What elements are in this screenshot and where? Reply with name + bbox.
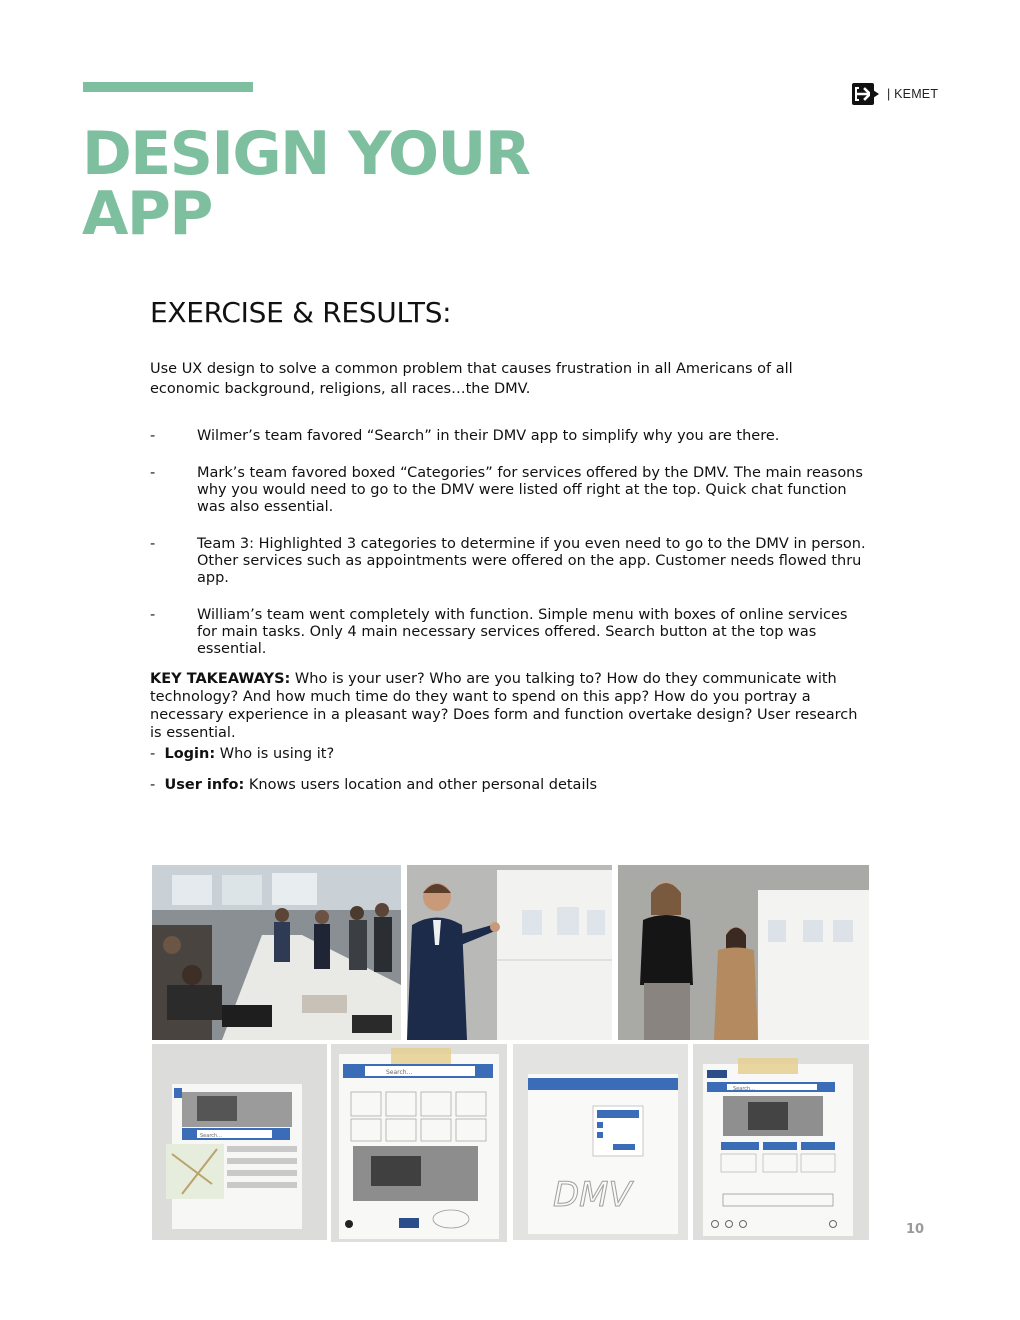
sketch3-dmv-text: DMV bbox=[553, 1175, 632, 1215]
user-info-label: User info: bbox=[164, 777, 245, 793]
list-item-text: Mark’s team favored boxed “Categories” for services offered by the DMV. The main reasons why you would need to go to the DMV were listed off right at the top. Quick chat function was also essential. bbox=[197, 465, 863, 515]
login-note bbox=[150, 745, 870, 763]
key-takeaways-text: Who is your user? Who are you talking to? How do they communicate with technology? And how much time do they want to spend on this app? How do you portray a necessary experience in a pleasant way? Does form and function overtake design? User research is essential. bbox=[150, 671, 858, 741]
page-title-line2: APP bbox=[82, 179, 212, 249]
bullet-marker: - bbox=[150, 607, 156, 623]
photo-sketch-categories bbox=[331, 1044, 507, 1242]
photo-sketch-map bbox=[152, 1044, 327, 1240]
bullet-marker: - bbox=[150, 746, 156, 762]
user-info-note bbox=[150, 776, 870, 794]
sketch2-search-text: Search... bbox=[386, 1069, 413, 1076]
user-info-text: Knows users location and other personal details bbox=[244, 777, 598, 793]
photo-meeting-room bbox=[152, 865, 401, 1040]
key-takeaways bbox=[150, 670, 870, 742]
sketch4-search-text: Search... bbox=[733, 1086, 755, 1092]
photo-sketch-dmv bbox=[513, 1044, 688, 1240]
login-text: Who is using it? bbox=[215, 746, 335, 762]
bullet-marker: - bbox=[150, 536, 156, 552]
brand bbox=[851, 82, 938, 106]
key-takeaways-label: KEY TAKEAWAYS: bbox=[150, 671, 291, 687]
page-title bbox=[82, 119, 530, 249]
page-title-line1: DESIGN YOUR bbox=[82, 119, 530, 189]
page-number: 10 bbox=[906, 1222, 925, 1237]
section-heading: EXERCISE & RESULTS: bbox=[150, 296, 452, 329]
photo-sketch-services bbox=[693, 1044, 869, 1240]
brand-name: | KEMET bbox=[887, 87, 939, 101]
login-label: Login: bbox=[164, 746, 216, 762]
intro-paragraph: Use UX design to solve a common problem that causes frustration in all Americans of all economic background, religions, all races…the DMV. bbox=[150, 361, 793, 397]
list-item-text: Wilmer’s team favored “Search” in their DMV app to simplify why you are there. bbox=[197, 428, 780, 444]
list-item bbox=[150, 536, 870, 587]
bullet-marker: - bbox=[150, 428, 156, 444]
photo-presenter bbox=[407, 865, 612, 1040]
list-item bbox=[150, 465, 870, 516]
sketch1-search-text: Search... bbox=[200, 1133, 222, 1139]
results-list bbox=[150, 428, 870, 678]
accent-bar bbox=[83, 82, 253, 92]
bullet-marker: - bbox=[150, 777, 156, 793]
list-item-text: Team 3: Highlighted 3 categories to determine if you even need to go to the DMV in person. Other services such as appointments were offered on the app. Customer needs flowed thru app. bbox=[197, 536, 866, 586]
list-item bbox=[150, 428, 870, 445]
photo-two-presenters bbox=[618, 865, 869, 1040]
list-item-text: William’s team went completely with function. Simple menu with boxes of online services for main tasks. Only 4 main necessary services offered. Search button at the top was essential. bbox=[197, 607, 848, 657]
kemet-logo-icon bbox=[851, 82, 881, 106]
bullet-marker: - bbox=[150, 465, 156, 481]
list-item bbox=[150, 607, 870, 658]
